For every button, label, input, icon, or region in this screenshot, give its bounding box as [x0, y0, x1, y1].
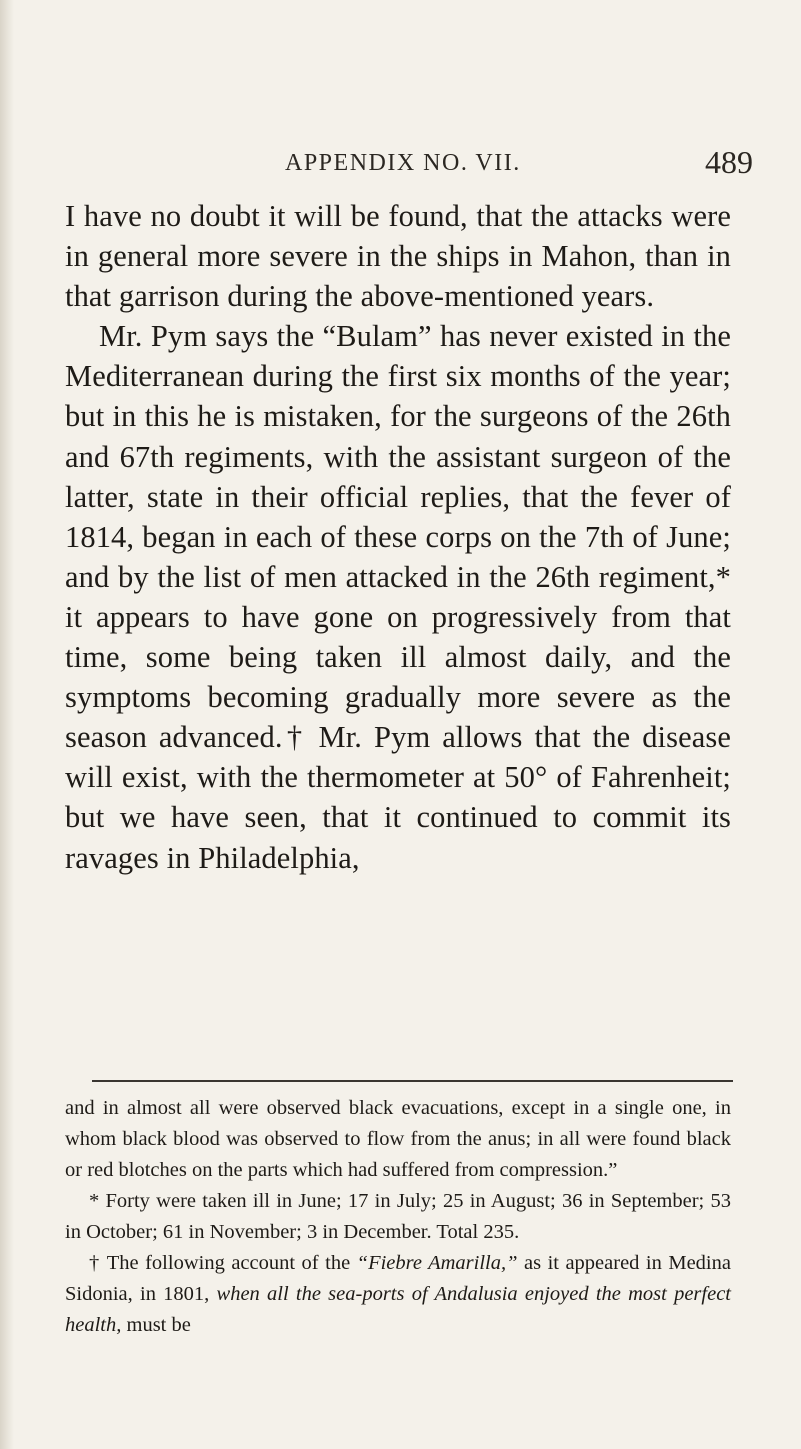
footnote-dagger-title: “Fiebre Amarilla,” [356, 1252, 518, 1274]
footnote-continued: and in almost all were observed black evacuations, except in a single one, in whom black blood was observed to flow from the anus; in all were found black or red blotches on the parts which had suffered from compression.” [65, 1097, 731, 1181]
footnote-rule [92, 1080, 733, 1082]
page-number: 489 [705, 144, 753, 180]
footnote-star: * Forty were taken ill in June; 17 in July; 25 in August; 36 in September; 53 in October; 61 in November; 3 in December. Total 235. [65, 1190, 731, 1243]
footnote-dagger-text-e: must be [121, 1314, 191, 1336]
footnote-dagger [65, 1248, 731, 1341]
footnote-dagger-emphasis: when all the sea-ports of Andalusia enjoyed the most perfect health, [65, 1283, 731, 1336]
paragraph-2: Mr. Pym says the “Bulam” has never existed in the Mediterranean during the first six months of the year; but in this he is mistaken, for the surgeons of the 26th and 67th regiments, with the assistant surgeon of the latter, state in their official replies, that the fever of 1814, began in each of these corps on the 7th of June; and by the list of men attacked in the 26th regiment,* it appears to have gone on progressively from that time, some being taken ill almost daily, and the symptoms becoming gradually more severe as the season advanced.† Mr. Pym allows that the disease will exist, with the thermometer at 50° of Fahrenheit; but we have seen, that it continued to commit its ravages in Philadelphia, [65, 319, 731, 875]
footnotes [65, 1093, 731, 1341]
page-edge-shadow [0, 0, 14, 1449]
footnote-dagger-text-c: as it appeared in Medina Sidonia, in 1801, [65, 1252, 731, 1305]
body-text [65, 196, 731, 878]
page-header [0, 144, 801, 190]
running-head: APPENDIX NO. VII. [285, 150, 521, 176]
footnote-dagger-text-a: † The following account of the [89, 1252, 357, 1274]
paragraph-1: I have no doubt it will be found, that the attacks were in general more severe in the ships in Mahon, than in that garrison during the above-mentioned years. [65, 199, 731, 314]
